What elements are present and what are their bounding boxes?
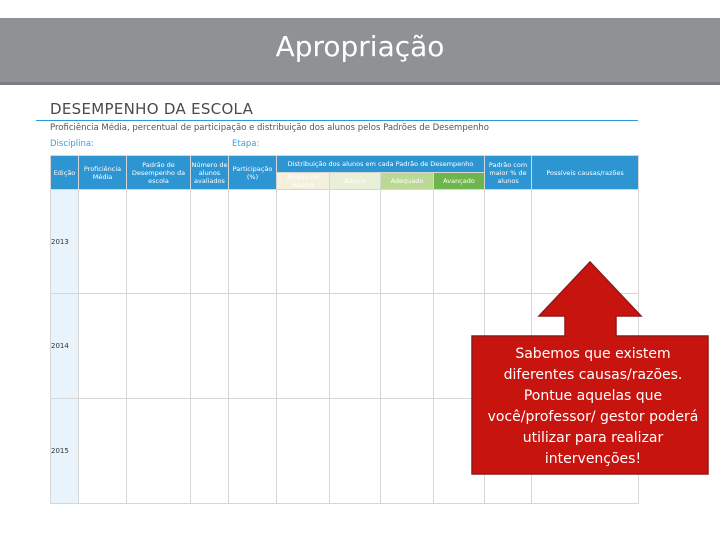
year-cell: 2015 — [51, 399, 79, 504]
header-causas: Possíveis causas/razões — [532, 156, 639, 190]
header-numero-alunos: Número de alunos avaliados — [191, 156, 229, 190]
header-edicao: Edição — [51, 156, 79, 190]
header-distribuicao: Distribuição dos alunos em cada Padrão de Desempenho — [277, 156, 485, 173]
level-adequado: Adequado — [381, 173, 434, 190]
year-cell: 2013 — [51, 190, 79, 294]
slide-title: Apropriação — [275, 30, 445, 63]
stage-label: Etapa: — [232, 139, 260, 149]
document-heading: DESEMPENHO DA ESCOLA — [50, 100, 254, 118]
header-padrao-maior: Padrão com maior % de alunos — [485, 156, 532, 190]
level-abaixo-basico: Abaixo do Básico — [277, 173, 330, 190]
header-participacao: Participação (%) — [229, 156, 277, 190]
level-basico: Básico — [330, 173, 381, 190]
discipline-label: Disciplina: — [50, 139, 94, 149]
header-proficiencia: Proficiência Média — [79, 156, 127, 190]
year-cell: 2014 — [51, 294, 79, 399]
level-avancado: Avançado — [434, 173, 485, 190]
document-subtitle: Proficiência Média, percentual de participação e distribuição dos alunos pelos Padrões de Desempenho — [50, 123, 489, 133]
callout-text: Sabemos que existem diferentes causas/razões. Pontue aquelas que você/professor/ gestor poderá utilizar para realizar intervenções! — [487, 346, 699, 467]
header-padrao-escola: Padrão de Desempenho da escola — [127, 156, 191, 190]
